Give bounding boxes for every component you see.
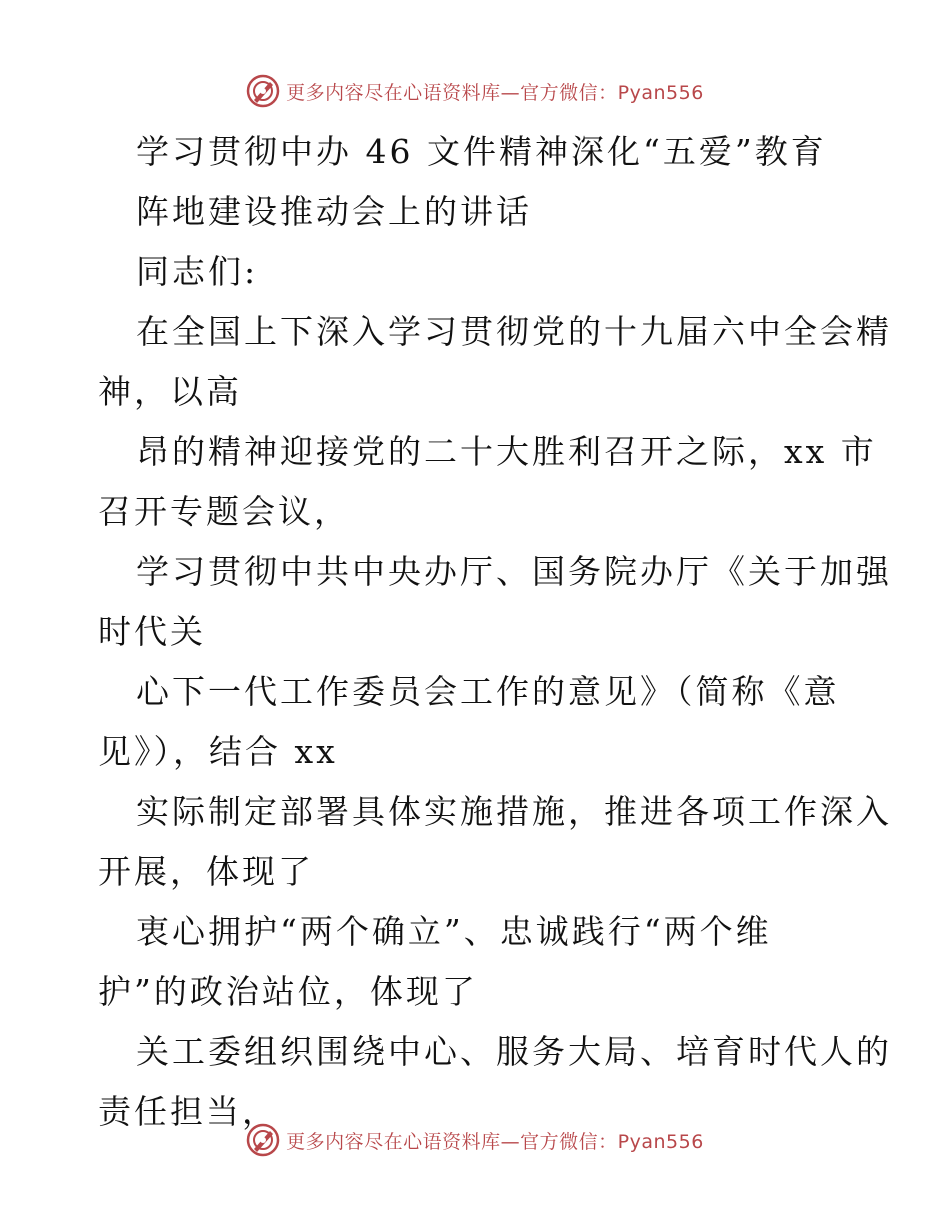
paragraph-line: 实际制定部署具体实施措施，推进各项工作深入 [136, 792, 892, 831]
footer-banner [0, 1120, 950, 1160]
paragraph-line: 护”的政治站位，体现了 [98, 972, 478, 1011]
salutation: 同志们: [136, 252, 259, 291]
footer-banner-text: 更多内容尽在心语资料库—官方微信：Pyan556 [286, 1130, 704, 1153]
paragraph-line: 在全国上下深入学习贯彻党的十九届六中全会精 [136, 312, 892, 351]
paragraph-line: 开展，体现了 [98, 852, 314, 891]
paragraph-line: 心下一代工作委员会工作的意见》（简称《意 [136, 672, 840, 711]
paragraph-line: 关工委组织围绕中心、服务大局、培育时代人的 [136, 1032, 892, 1071]
paragraph-line: 昂的精神迎接党的二十大胜利召开之际，xx 市 [136, 432, 877, 471]
paragraph-line: 神，以高 [98, 372, 242, 411]
brand-logo-icon [246, 74, 280, 108]
paragraph-line: 责任担当， [98, 1092, 278, 1131]
paragraph-line: 学习贯彻中共中央办厅、国务院办厅《关于加强 [136, 552, 892, 591]
document-title-line-2: 阵地建设推动会上的讲话 [136, 192, 532, 231]
paragraph-line: 见》），结合 xx [98, 732, 338, 771]
document-body [98, 122, 892, 1142]
brand-logo-icon [246, 1123, 280, 1157]
paragraph-line: 衷心拥护“两个确立”、忠诚践行“两个维 [136, 912, 772, 951]
header-banner-text: 更多内容尽在心语资料库—官方微信：Pyan556 [286, 81, 704, 104]
paragraph-line: 时代关 [98, 612, 206, 651]
document-title-line-1: 学习贯彻中办 46 文件精神深化“五爱”教育 [136, 132, 827, 171]
header-banner [0, 71, 950, 111]
paragraph-line: 召开专题会议， [98, 492, 350, 531]
